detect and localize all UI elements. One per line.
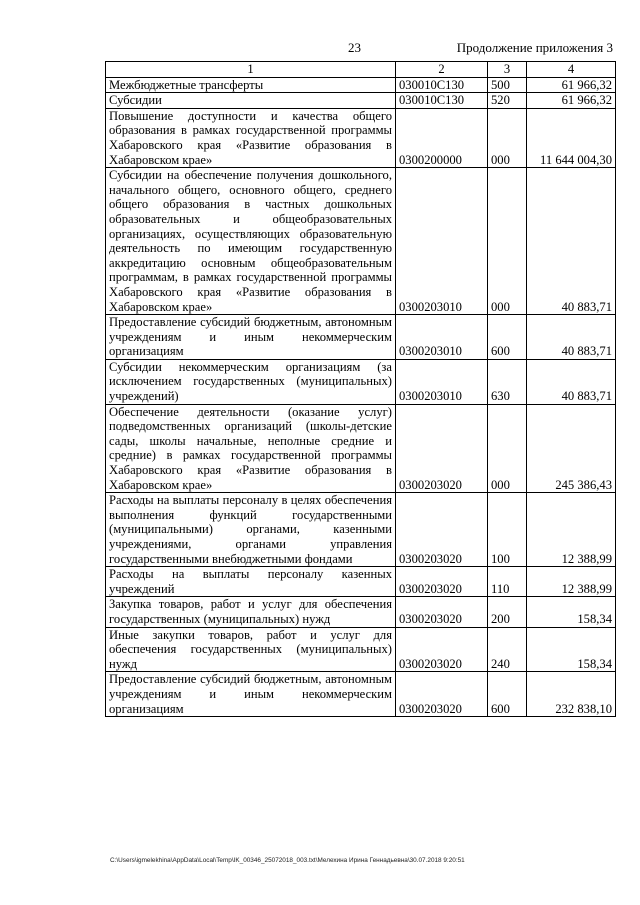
expense-name: Обеспечение деятельности (оказание услуг) подведомственных организаций (школы-детские сады, школы начальные, неполные средние и средние) в рамках государственной программы Хабаровского края «Развитие образования в Хабаровском крае» [106,404,396,493]
expense-type-code: 520 [488,93,527,109]
expense-type-code: 110 [488,567,527,597]
table-row [106,627,616,672]
expense-type-code: 600 [488,672,527,717]
target-article-code: 0300203010 [396,315,488,360]
table-row [106,404,616,493]
table-row [106,168,616,315]
table-row [106,359,616,404]
expense-type-code: 630 [488,359,527,404]
amount: 12 388,99 [527,567,616,597]
expense-type-code: 000 [488,404,527,493]
target-article-code: 030010С130 [396,93,488,109]
target-article-code: 0300203020 [396,627,488,672]
expense-name: Повышение доступности и качества общего образования в рамках государственной программы Хабаровского края «Развитие образования в Хабаровском крае» [106,108,396,167]
target-article-code: 0300200000 [396,108,488,167]
budget-table [105,61,616,717]
appendix-continuation-label: Продолжение приложения 3 [456,40,613,55]
table-row [106,315,616,360]
target-article-code: 0300203010 [396,168,488,315]
expense-name: Расходы на выплаты персоналу в целях обеспечения выполнения функций государственными (муниципальными) органами, казенными учреждениями, органами управления государственными внебюджетными фондами [106,493,396,567]
target-article-code: 0300203020 [396,567,488,597]
table-row [106,597,616,627]
expense-name: Расходы на выплаты персоналу казенных учреждений [106,567,396,597]
amount: 12 388,99 [527,493,616,567]
expense-name: Иные закупки товаров, работ и услуг для обеспечения государственных (муниципальных) нужд [106,627,396,672]
column-number-row [106,62,616,78]
target-article-code: 0300203010 [396,359,488,404]
expense-type-code: 000 [488,168,527,315]
expense-name: Субсидии [106,93,396,109]
amount: 61 966,32 [527,93,616,109]
expense-type-code: 500 [488,77,527,93]
amount: 40 883,71 [527,168,616,315]
expense-name: Закупка товаров, работ и услуг для обеспечения государственных (муниципальных) нужд [106,597,396,627]
amount: 232 838,10 [527,672,616,717]
expense-type-code: 000 [488,108,527,167]
table-row [106,493,616,567]
amount: 158,34 [527,597,616,627]
table-row [106,108,616,167]
amount: 40 883,71 [527,315,616,360]
target-article-code: 0300203020 [396,597,488,627]
column-header-1: 1 [106,62,396,78]
column-header-4: 4 [527,62,616,78]
table-row [106,77,616,93]
target-article-code: 0300203020 [396,672,488,717]
expense-name: Предоставление субсидий бюджетным, автономным учреждениям и иным некоммерческим организациям [106,672,396,717]
amount: 11 644 004,30 [527,108,616,167]
table-row [106,567,616,597]
column-header-3: 3 [488,62,527,78]
amount: 61 966,32 [527,77,616,93]
expense-type-code: 600 [488,315,527,360]
target-article-code: 0300203020 [396,404,488,493]
amount: 40 883,71 [527,359,616,404]
expense-type-code: 200 [488,597,527,627]
table-row [106,672,616,717]
amount: 245 386,43 [527,404,616,493]
expense-type-code: 100 [488,493,527,567]
column-header-2: 2 [396,62,488,78]
expense-type-code: 240 [488,627,527,672]
table-row [106,93,616,109]
page-number: 23 [348,40,361,55]
target-article-code: 030010С130 [396,77,488,93]
target-article-code: 0300203020 [396,493,488,567]
expense-name: Субсидии на обеспечение получения дошкольного, начального общего, основного общего, среднего общего образования в частных дошкольных образовательных и общеобразовательных организациях, осуществляющих образовательную деятельность по имеющим государственную аккредитацию основным общеобразовательным программам, в рамках государственной программы Хабаровского края «Развитие образования в Хабаровском крае» [106,168,396,315]
amount: 158,34 [527,627,616,672]
expense-name: Предоставление субсидий бюджетным, автономным учреждениям и иным некоммерческим организациям [106,315,396,360]
expense-name: Субсидии некоммерческим организациям (за исключением государственных (муниципальных) учреждений) [106,359,396,404]
file-path-footer: C:\Users\igmelekhina\AppData\Local\Temp\IK_00346_25072018_003.txt\Мелехина Ирина Геннадьевна\30.07.2018 9:20:51 [110,857,465,864]
expense-name: Межбюджетные трансферты [106,77,396,93]
